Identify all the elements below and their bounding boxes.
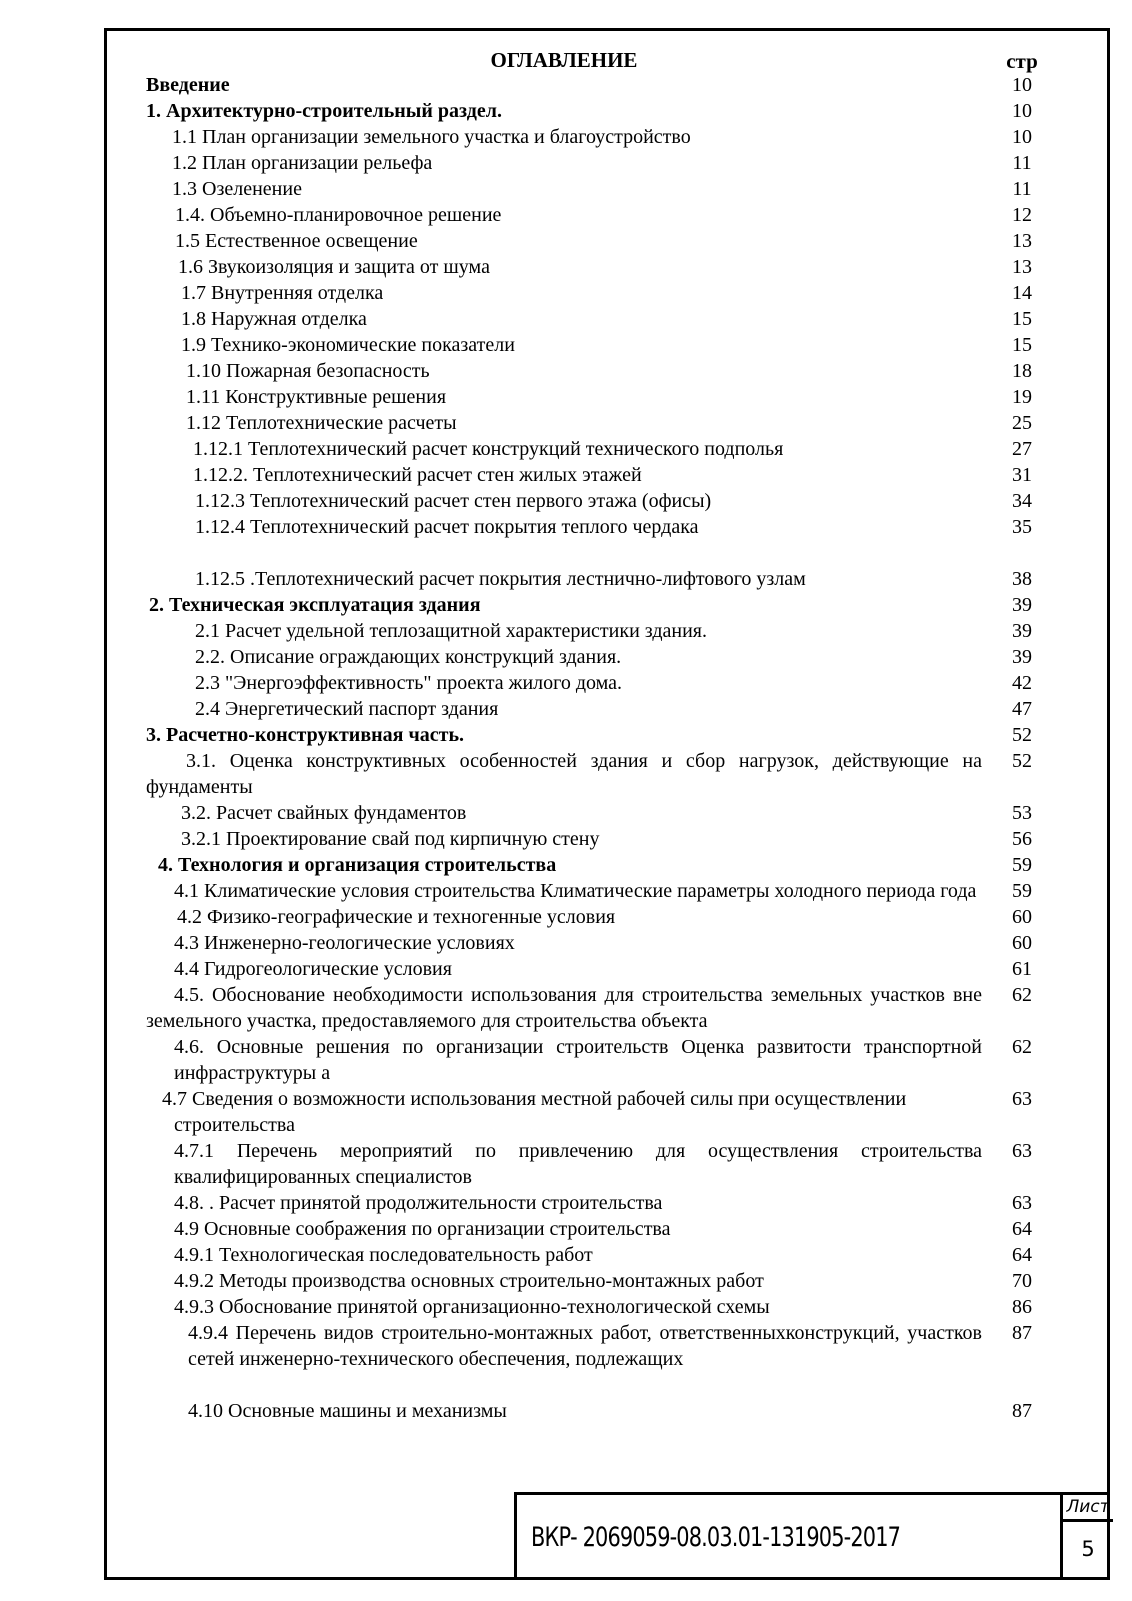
toc-entry[interactable]	[146, 514, 1046, 540]
toc-entry-title: 4. Технология и организация строительства	[158, 854, 557, 876]
toc-entry[interactable]	[146, 748, 1046, 800]
toc-entry[interactable]	[146, 202, 1046, 228]
toc-entry-title: 1.12.5 .Теплотехнический расчет покрытия лестнично-лифтового узлам	[195, 568, 806, 590]
toc-entry[interactable]	[146, 98, 1046, 124]
toc-entry-page: 52	[1012, 750, 1032, 772]
toc-entry-title: 1.4. Объемно-планировочное решение	[175, 204, 502, 226]
toc-spacer	[146, 540, 1046, 566]
toc-entry-page: 19	[1012, 386, 1032, 408]
toc-entry-title: 1.12.2. Теплотехнический расчет стен жилых этажей	[193, 464, 642, 486]
toc-entry-page: 64	[1012, 1244, 1032, 1266]
toc-entry-page: 63	[1012, 1140, 1032, 1162]
sheet-label: Лист	[1063, 1492, 1113, 1522]
toc-entry-title: 1.3 Озеленение	[172, 178, 302, 200]
toc-entry[interactable]	[146, 254, 1046, 280]
toc-spacer	[146, 1372, 1046, 1398]
toc-entry-title: 1.8 Наружная отделка	[181, 308, 367, 330]
toc-entry[interactable]	[146, 800, 1046, 826]
toc-header	[146, 46, 1046, 72]
toc-entry-title: 1.10 Пожарная безопасность	[186, 360, 430, 382]
toc-entry-page: 53	[1012, 802, 1032, 824]
sheet-cell	[1060, 1492, 1113, 1580]
toc-entry-page: 12	[1012, 204, 1032, 226]
toc-entry-title: 2.4 Энергетический паспорт здания	[195, 698, 499, 720]
toc-entry-title: 1.12.1 Теплотехнический расчет конструкций технического подполья	[193, 438, 784, 460]
toc-entry[interactable]	[146, 644, 1046, 670]
toc-entry[interactable]	[146, 982, 1046, 1034]
toc-entry-title: 4.9.3 Обоснование принятой организационно-технологической схемы	[174, 1296, 770, 1318]
toc-entry-page: 13	[1012, 256, 1032, 278]
toc-entry-page: 56	[1012, 828, 1032, 850]
toc-entry-page: 64	[1012, 1218, 1032, 1240]
document-code: ВКР- 2069059-08.03.01-131905-2017	[531, 1522, 901, 1553]
page-column-label: стр	[1006, 49, 1038, 73]
toc-entry-page: 25	[1012, 412, 1032, 434]
toc-entry-page: 35	[1012, 516, 1032, 538]
toc-entry-title: 4.10 Основные машины и механизмы	[188, 1400, 507, 1422]
toc-entry[interactable]	[146, 176, 1046, 202]
toc-entry-title: 4.5. Обоснование необходимости использования для строительства земельных участков вне земельного участка, предоставляемого для строительства объекта	[146, 984, 982, 1032]
toc-entry[interactable]	[146, 1294, 1046, 1320]
toc-entry[interactable]	[146, 722, 1046, 748]
toc-entry-page: 86	[1012, 1296, 1032, 1318]
toc-entry[interactable]	[146, 1320, 1046, 1372]
toc-entry[interactable]	[146, 670, 1046, 696]
toc-entry-page: 60	[1012, 906, 1032, 928]
toc-entry[interactable]	[146, 228, 1046, 254]
toc-entry[interactable]	[146, 566, 1046, 592]
sheet-number: 5	[1081, 1537, 1095, 1561]
toc-entry-page: 87	[1012, 1322, 1032, 1344]
toc-entry-page: 42	[1012, 672, 1032, 694]
toc-entry-title: 1.5 Естественное освещение	[175, 230, 418, 252]
toc-entry[interactable]	[146, 1268, 1046, 1294]
toc-entry[interactable]	[146, 384, 1046, 410]
toc-entry-page: 15	[1012, 308, 1032, 330]
toc-entry-page: 70	[1012, 1270, 1032, 1292]
toc-entry-page: 59	[1012, 880, 1032, 902]
toc-entry-title: 1.9 Технико-экономические показатели	[181, 334, 515, 356]
toc-entry[interactable]	[146, 436, 1046, 462]
toc-entry-title: 4.1 Климатические условия строительства Климатические параметры холодного периода года	[174, 880, 977, 902]
toc-entry[interactable]	[146, 1398, 1046, 1424]
toc-entries	[146, 72, 1046, 1424]
toc-entry[interactable]	[146, 592, 1046, 618]
toc-entry[interactable]	[146, 826, 1046, 852]
toc-entry-title: 3.1. Оценка конструктивных особенностей здания и сбор нагрузок, действующие на фундаменты	[146, 750, 982, 798]
toc-entry-title: 3. Расчетно-конструктивная часть.	[146, 724, 465, 746]
toc-entry[interactable]	[146, 1242, 1046, 1268]
toc-entry-title: 1. Архитектурно-строительный раздел.	[146, 100, 502, 122]
toc-entry-page: 27	[1012, 438, 1032, 460]
toc-entry[interactable]	[146, 878, 1046, 904]
toc-entry-page: 39	[1012, 620, 1032, 642]
toc-entry[interactable]	[146, 696, 1046, 722]
toc-entry[interactable]	[146, 462, 1046, 488]
toc-entry-page: 61	[1012, 958, 1032, 980]
toc-entry[interactable]	[146, 72, 1046, 98]
toc-entry-title: 4.2 Физико-географические и техногенные условия	[177, 906, 616, 928]
toc-entry-page: 10	[1012, 100, 1032, 122]
toc-entry[interactable]	[146, 1034, 1046, 1086]
toc-entry-page: 62	[1012, 1036, 1032, 1058]
toc-entry-page: 38	[1012, 568, 1032, 590]
toc-entry[interactable]	[146, 904, 1046, 930]
toc-entry-title: 1.12.3 Теплотехнический расчет стен первого этажа (офисы)	[195, 490, 712, 512]
toc-entry[interactable]	[146, 280, 1046, 306]
toc-title: ОГЛАВЛЕНИЕ	[490, 48, 638, 72]
toc-entry-page: 11	[1012, 152, 1032, 174]
toc-entry-title: 2. Техническая эксплуатация здания	[149, 594, 481, 616]
toc-entry[interactable]	[146, 930, 1046, 956]
title-block	[514, 1492, 1110, 1580]
toc-entry-title: 1.12.4 Теплотехнический расчет покрытия теплого чердака	[195, 516, 699, 538]
toc-entry-page: 15	[1012, 334, 1032, 356]
toc-entry-page: 10	[1012, 74, 1032, 96]
toc-entry-page: 60	[1012, 932, 1032, 954]
toc-entry-title: 3.2. Расчет свайных фундаментов	[181, 802, 467, 824]
toc-entry-title: 4.8. . Расчет принятой продолжительности строительства	[174, 1192, 663, 1214]
toc-entry-title: 4.4 Гидрогеологические условия	[174, 958, 452, 980]
toc-entry-page: 63	[1012, 1192, 1032, 1214]
toc-entry-title: 4.7.1 Перечень мероприятий по привлечению для осуществления строительства квалифицированных специалистов	[174, 1140, 982, 1188]
toc-entry-page: 14	[1012, 282, 1032, 304]
toc-entry[interactable]	[146, 358, 1046, 384]
toc-entry-title: 1.6 Звукоизоляция и защита от шума	[178, 256, 490, 278]
toc-entry-title: 4.3 Инженерно-геологические условиях	[174, 932, 515, 954]
toc-entry-title: Введение	[146, 74, 230, 96]
toc-entry-title: 1.11 Конструктивные решения	[186, 386, 447, 408]
toc-entry-page: 13	[1012, 230, 1032, 252]
toc-entry[interactable]	[146, 124, 1046, 150]
toc-entry-title: 2.3 "Энергоэффективность" проекта жилого дома.	[195, 672, 623, 694]
toc-entry[interactable]	[146, 410, 1046, 436]
toc-entry-title: 4.9.4 Перечень видов строительно-монтажных работ, ответственныхконструкций, участков сетей инженерно-технического обеспечения, подлежащих	[188, 1322, 982, 1370]
toc-entry-page: 39	[1012, 646, 1032, 668]
toc-entry[interactable]	[146, 332, 1046, 358]
toc-entry-title: 1.1 План организации земельного участка и благоустройство	[172, 126, 691, 148]
toc-entry-page: 39	[1012, 594, 1032, 616]
toc-entry-title: 1.2 План организации рельефа	[172, 152, 433, 174]
toc-entry-title: 2.1 Расчет удельной теплозащитной характеристики здания.	[195, 620, 707, 642]
toc-entry[interactable]	[146, 1190, 1046, 1216]
toc-entry-page: 62	[1012, 984, 1032, 1006]
toc-entry-title: 4.9 Основные соображения по организации строительства	[174, 1218, 671, 1240]
toc-entry-title: 4.6. Основные решения по организации строительств Оценка развитости транспортной инфраструктуры а	[174, 1036, 982, 1084]
toc-entry-page: 87	[1012, 1400, 1032, 1422]
toc-entry-page: 52	[1012, 724, 1032, 746]
toc-entry-title: 4.7 Сведения о возможности использования местной рабочей силы при осуществлении строительства	[162, 1088, 907, 1136]
toc-entry-page: 31	[1012, 464, 1032, 486]
toc-entry-page: 34	[1012, 490, 1032, 512]
toc-entry[interactable]	[146, 488, 1046, 514]
toc-entry-title: 1.7 Внутренняя отделка	[181, 282, 384, 304]
toc-entry[interactable]	[146, 306, 1046, 332]
toc-entry-title: 4.9.2 Методы производства основных строительно-монтажных работ	[174, 1270, 764, 1292]
toc-entry-page: 11	[1012, 178, 1032, 200]
toc-entry-page: 47	[1012, 698, 1032, 720]
toc-entry-title: 3.2.1 Проектирование свай под кирпичную стену	[181, 828, 600, 850]
toc-entry[interactable]	[146, 618, 1046, 644]
toc-entry[interactable]	[146, 150, 1046, 176]
toc-entry[interactable]	[146, 1086, 1046, 1138]
toc-entry-page: 63	[1012, 1088, 1032, 1110]
toc-entry[interactable]	[146, 852, 1046, 878]
toc-entry-title: 2.2. Описание ограждающих конструкций здания.	[195, 646, 622, 668]
toc-entry-title: 4.9.1 Технологическая последовательность работ	[174, 1244, 593, 1266]
toc-entry-title: 1.12 Теплотехнические расчеты	[186, 412, 457, 434]
toc-entry[interactable]	[146, 1216, 1046, 1242]
toc-entry[interactable]	[146, 956, 1046, 982]
table-of-contents	[146, 46, 1046, 1424]
toc-entry-page: 10	[1012, 126, 1032, 148]
toc-entry-page: 18	[1012, 360, 1032, 382]
toc-entry-page: 59	[1012, 854, 1032, 876]
toc-entry[interactable]	[146, 1138, 1046, 1190]
